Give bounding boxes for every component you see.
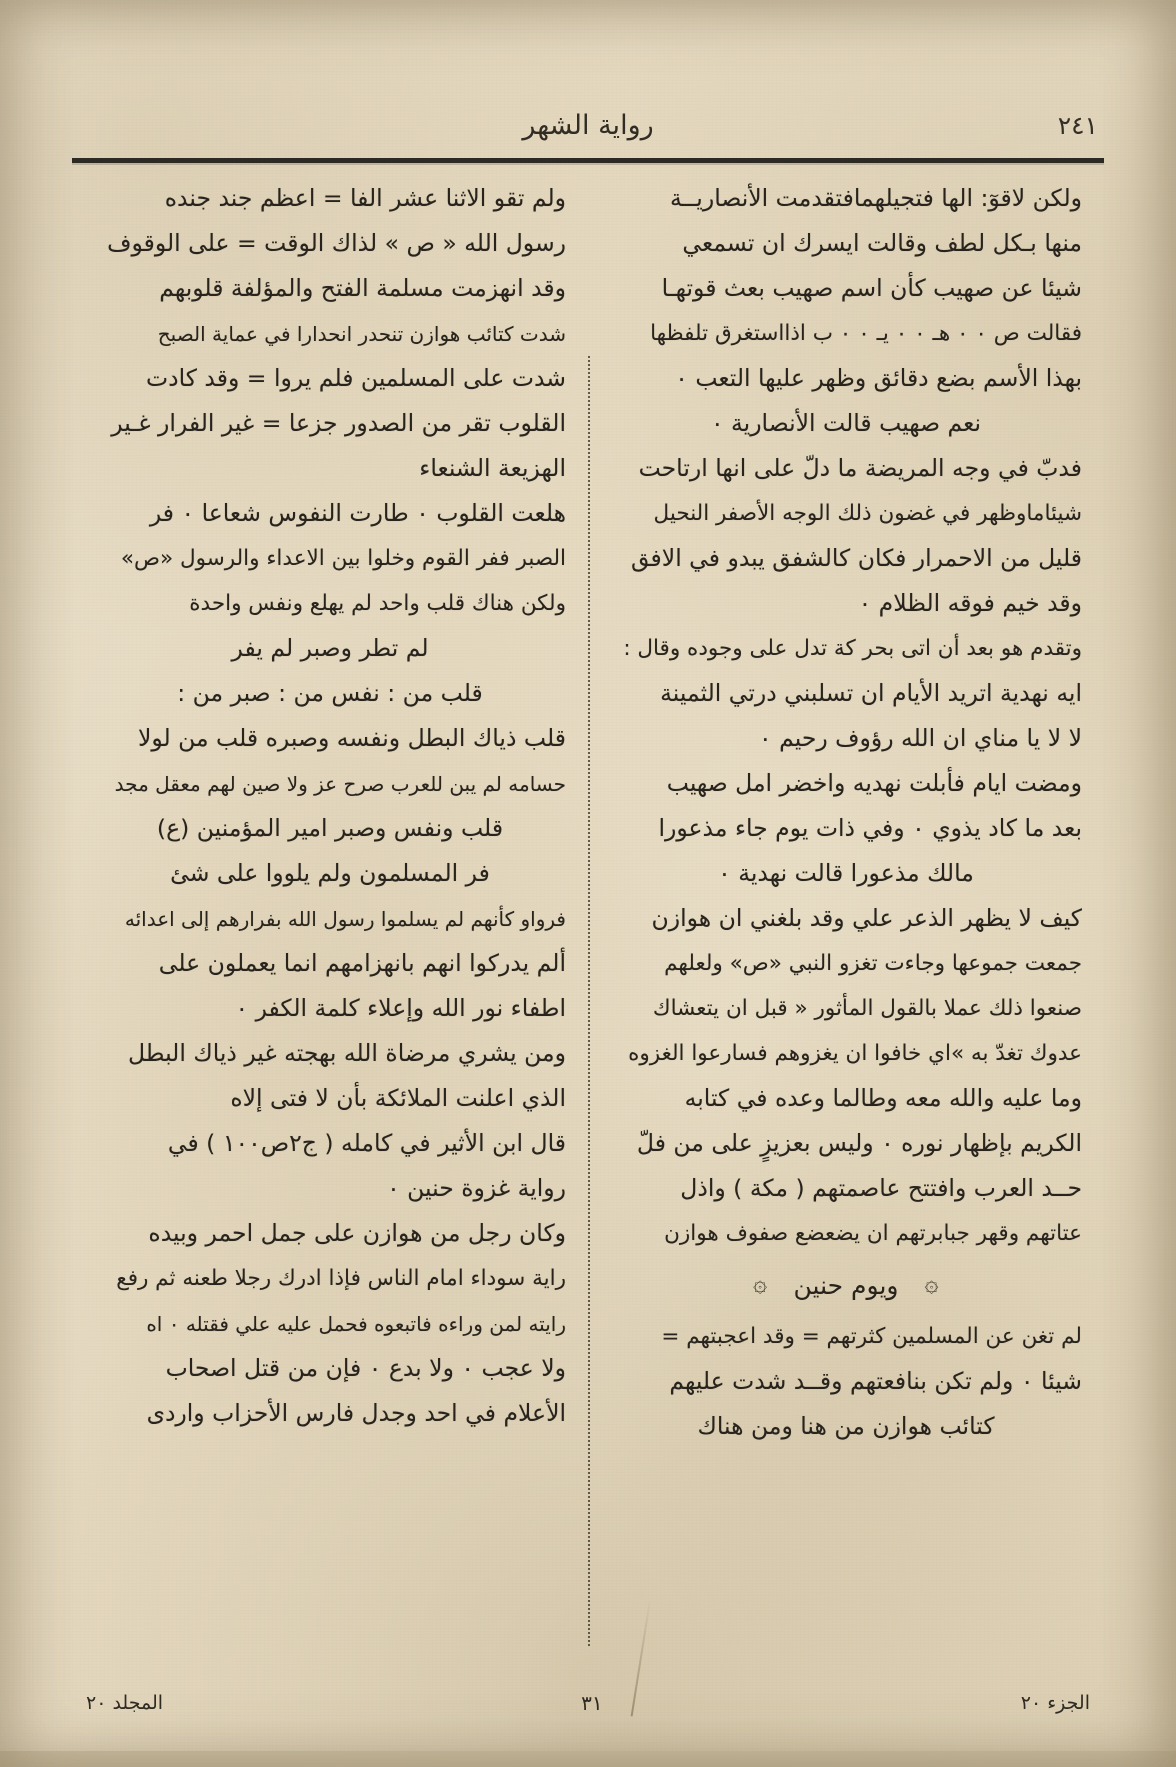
text-line: ولكن هناك قلب واحد لم يهلع ونفس واحدة: [189, 590, 566, 616]
text-line: شيئا عن صهيب كأن اسم صهيب بعث قوتهـا: [661, 273, 1082, 302]
text-line: عتاتهم وقهر جبابرتهم ان يضعضع صفوف هوازن: [664, 1220, 1082, 1246]
text-line: رايته لمن وراءه فاتبعوه فحمل عليه علي فقتله ٠ اه: [146, 1311, 566, 1336]
text-line: صنعوا ذلك عملا بالقول المأثور « قبل ان يتعشاك: [652, 995, 1082, 1021]
text-line: حــد العرب وافتتح عاصمتهم ( مكة ) واذل: [680, 1173, 1082, 1202]
text-line: فقالت ص ٠ ٠ هـ ٠ ٠ يـ ٠ ٠ ب اذااستغرق تلفظها: [650, 320, 1082, 346]
text-line: ومضت ايام فأبلت نهديه واخضر امل صهيب: [666, 768, 1082, 797]
text-line: الأعلام في احد وجدل فارس الأحزاب واردى: [146, 1398, 566, 1427]
text-line: قلب ذياك البطل ونفسه وصبره قلب من لولا: [137, 723, 566, 752]
text-line: ومن يشري مرضاة الله بهجته غير ذياك البطل: [128, 1038, 566, 1067]
column-divider: [588, 356, 590, 1646]
text-line: وكان رجل من هوازن على جمل احمر وبيده: [148, 1218, 566, 1247]
page-header: [78, 105, 1098, 145]
text-line: وما عليه والله معه وطالما وعده في كتابه: [684, 1083, 1082, 1112]
text-line: قلب ونفس وصبر امير المؤمنين (ع): [156, 813, 504, 842]
text-line: مالك مذعورا قالت نهدية ٠: [718, 858, 974, 887]
text-line: بعد ما كاد يذوي ٠ وفي ذات يوم جاء مذعورا: [658, 813, 1082, 842]
section-heading-label: ويوم حنين: [793, 1270, 899, 1300]
text-line: ايه نهدية اتريد الأيام ان تسلبني درتي الثمينة: [660, 678, 1082, 707]
text-line: نعم صهيب قالت الأنصارية ٠: [710, 408, 982, 437]
text-line: وقد انهزمت مسلمة الفتح والمؤلفة قلوبهم: [159, 273, 566, 302]
text-line: الهزيعة الشنعاء: [419, 453, 566, 482]
text-line: ولكن لاقوٓ: الها فتجيلهمافتقدمت الأنصاريــة: [669, 183, 1082, 212]
text-line: قلب من : نفس من : صبر من :: [177, 678, 483, 707]
text-line: شدت على المسلمين فلم يروا = وقد كادت: [146, 363, 566, 392]
text-line: وتقدم هو بعد أن اتى بحر كة تدل على وجوده وقال :: [623, 635, 1082, 661]
text-line: قليل من الاحمرار فكان كالشفق يبدو في الافق: [630, 543, 1082, 572]
text-line: رواية غزوة حنين ٠: [387, 1173, 566, 1202]
text-line: شيئاماوظهر في غضون ذلك الوجه الأصفر النحيل: [653, 500, 1082, 526]
footer-volume: المجلد ٢٠: [86, 1692, 164, 1714]
scan-edge-band: [0, 1751, 1176, 1767]
text-line: هلعت القلوب ٠ طارت النفوس شعاعا ٠ فر: [149, 498, 566, 527]
text-line: الذي اعلنت الملائكة بأن لا فتى إلاه: [230, 1083, 566, 1112]
text-line: لا لا يا مناي ان الله رؤوف رحيم ٠: [759, 723, 1082, 752]
text-line: ولم تقو الاثنا عشر الفا = اعظم جند جنده: [164, 183, 566, 212]
text-line: شيئا ٠ ولم تكن بنافعتهم وقــد شدت عليهم: [669, 1366, 1082, 1395]
text-line: الصبر ففر القوم وخلوا بين الاعداء والرسول «ص»: [120, 545, 566, 571]
text-line: لم تغن عن المسلمين كثرتهم = وقد اعجبتهم =: [661, 1323, 1082, 1349]
text-line: عدوك تغدّ به »اي خافوا ان يغزوهم فسارعوا الغزوه: [628, 1040, 1082, 1066]
text-line: شدت كتائب هوازن تنحدر انحدارا في عماية الصبح: [157, 321, 566, 346]
page-footer: [86, 1691, 1090, 1715]
text-line: قال ابن الأثير في كامله ( ج٢ص١٠٠ ) في: [167, 1128, 566, 1157]
page-title: رواية الشهر: [522, 109, 654, 141]
footer-volume-part: الجزء ٢٠: [1020, 1692, 1090, 1714]
text-line: جمعت جموعها وجاءت تغزو النبي «ص» ولعلهم: [664, 950, 1082, 976]
text-line: كتائب هوازن من هنا ومن هناك: [697, 1411, 995, 1440]
text-line: فدبّ في وجه المريضة ما دلّ على انها ارتاحت: [638, 453, 1082, 482]
text-line: حسامه لم يبن للعرب صرح عز ولا صين لهم معقل مجد: [114, 771, 566, 796]
ornament-flourish-left-icon: ۞: [753, 1269, 768, 1297]
text-line: اطفاء نور الله وإعلاء كلمة الكفر ٠: [235, 993, 566, 1022]
text-line: راية سوداء امام الناس فإذا ادرك رجلا طعنه ثم رفع: [116, 1265, 566, 1291]
text-columns: [78, 176, 1098, 1646]
text-line: الكريم بإظهار نوره ٠ وليس بعزيزٍ على من فلّ: [636, 1128, 1082, 1157]
text-line: بهذا الأسم بضع دقائق وظهر عليها التعب ٠: [675, 363, 1082, 392]
text-line: فر المسلمون ولم يلووا على شئ: [170, 858, 490, 887]
text-line: كيف لا يظهر الذعر علي وقد بلغني ان هوازن: [651, 903, 1082, 932]
column-left: [78, 176, 588, 1646]
text-line: فرواو كأنهم لم يسلموا رسول الله بفرارهم إلى اعدائه: [124, 906, 566, 931]
text-line: لم تطر وصبر لم يفر: [231, 633, 429, 662]
column-right: [588, 176, 1098, 1646]
page-number: ٢٤١: [1057, 110, 1098, 140]
text-line: رسول الله « ص » لذاك الوقت = على الوقوف: [107, 228, 566, 257]
text-line: ولا عجب ٠ ولا بدع ٠ فإن من قتل اصحاب: [165, 1353, 566, 1382]
ornament-flourish-right-icon: ۞: [924, 1269, 939, 1297]
text-line: ألم يدركوا انهم بانهزامهم انما يعملون على: [158, 948, 566, 977]
text-line: القلوب تقر من الصدور جزعا = غير الفرار غـير: [111, 408, 566, 437]
footer-signature-number: ٣١: [581, 1691, 603, 1715]
text-line: منها بـكل لطف وقالت ايسرك ان تسمعي: [682, 228, 1082, 257]
header-rule: [72, 158, 1104, 163]
section-heading: [610, 1256, 1082, 1314]
text-line: وقد خيم فوقه الظلام ٠: [858, 588, 1082, 617]
